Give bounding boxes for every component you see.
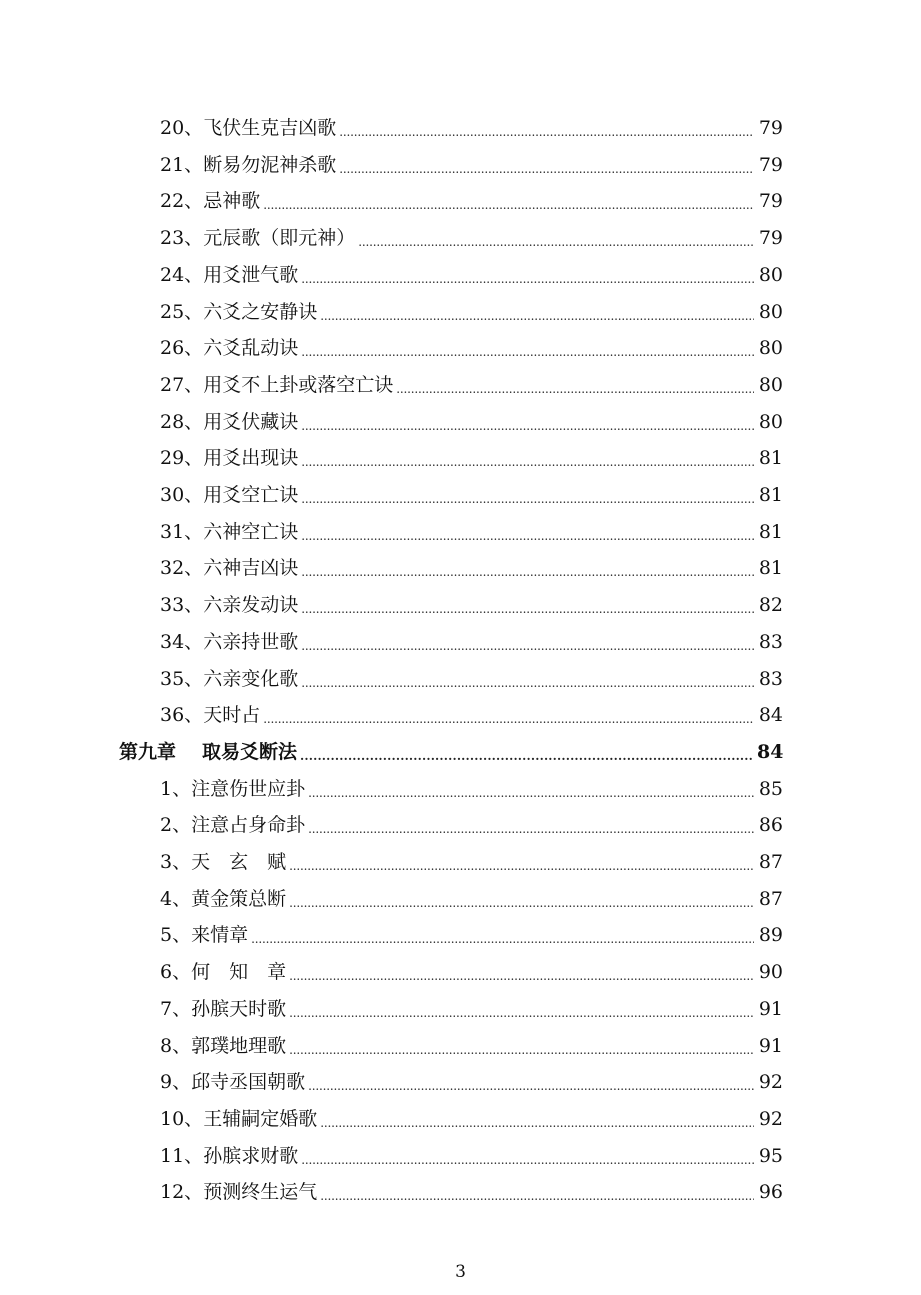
page-ref: 92 [758, 1107, 783, 1130]
entry-title: 天 玄 赋 [191, 851, 287, 873]
entry-title: 六亲变化歌 [203, 667, 299, 690]
entry-number: 10、 [160, 1107, 204, 1130]
entry-title: 孙膑求财歌 [203, 1144, 299, 1167]
toc-entry [160, 844, 783, 874]
toc-entry [160, 771, 783, 801]
dot-leader [301, 448, 754, 468]
dot-leader [301, 412, 754, 432]
entry-number: 28、 [160, 410, 204, 433]
entry-title: 黄金策总断 [191, 887, 287, 910]
entry-number: 11、 [160, 1144, 204, 1167]
dot-leader [300, 742, 754, 762]
entry-title: 忌神歌 [203, 190, 261, 213]
dot-leader [301, 522, 754, 542]
dot-leader [308, 815, 754, 835]
entry-title: 六神吉凶诀 [203, 557, 299, 580]
entry-number: 20、 [160, 117, 204, 139]
dot-leader [358, 228, 754, 248]
entry-title: 六爻乱动诀 [203, 337, 299, 360]
dot-leader [320, 1109, 754, 1129]
entry-title: 预测终生运气 [203, 1181, 318, 1204]
entry-number: 21、 [160, 153, 204, 176]
page-ref: 90 [758, 961, 783, 984]
entry-title: 王辅嗣定婚歌 [203, 1107, 318, 1130]
chapter-title: 取易爻断法 [202, 740, 298, 763]
entry-title: 用爻空亡诀 [203, 484, 299, 506]
toc-entry [160, 1028, 783, 1058]
page-ref: 84 [758, 704, 783, 727]
dot-leader [308, 1072, 754, 1092]
page-ref: 79 [758, 190, 783, 213]
dot-leader [263, 705, 754, 725]
entry-number: 4、 [160, 887, 192, 910]
page-ref: 92 [758, 1071, 783, 1094]
toc-entry [160, 697, 783, 727]
page-ref: 81 [758, 557, 783, 580]
toc-entry [160, 807, 783, 837]
page-ref: 81 [758, 520, 783, 543]
dot-leader [289, 962, 754, 982]
toc-entry [160, 183, 783, 213]
dot-leader [301, 338, 754, 358]
entry-number: 22、 [160, 190, 204, 213]
entry-title: 飞伏生克吉凶歌 [203, 117, 337, 139]
toc-entry [160, 294, 783, 324]
dot-leader [339, 118, 754, 138]
toc-entry [160, 1101, 783, 1131]
dot-leader [301, 669, 754, 689]
entry-number: 35、 [160, 667, 204, 690]
entry-number: 31、 [160, 520, 204, 543]
toc-entry [160, 587, 783, 617]
entry-title: 注意伤世应卦 [191, 777, 306, 800]
entry-title: 用爻伏藏诀 [203, 410, 299, 433]
entry-title: 六亲发动诀 [203, 594, 299, 617]
dot-leader [301, 632, 754, 652]
entry-number: 9、 [160, 1071, 192, 1094]
dot-leader [289, 999, 754, 1019]
entry-number: 23、 [160, 227, 204, 250]
entry-number: 25、 [160, 300, 204, 323]
toc-entry [160, 624, 783, 654]
entry-number: 1、 [160, 777, 192, 800]
chapter-number: 第九章 [119, 740, 177, 763]
entry-number: 32、 [160, 557, 204, 580]
entry-number: 24、 [160, 263, 204, 286]
dot-leader [320, 1182, 754, 1202]
dot-leader [251, 925, 754, 945]
entry-title: 天时占 [203, 704, 261, 727]
toc-entry [160, 330, 783, 360]
toc-entry [160, 1174, 783, 1204]
dot-leader [289, 889, 754, 909]
entry-title: 断易勿泥神杀歌 [203, 153, 337, 176]
entry-title: 六神空亡诀 [203, 520, 299, 543]
entry-number: 6、 [160, 961, 192, 984]
page-ref: 79 [758, 117, 783, 139]
entry-number: 5、 [160, 924, 192, 947]
entry-title: 郭璞地理歌 [191, 1034, 287, 1057]
page-ref: 84 [757, 740, 784, 763]
page-ref: 80 [758, 373, 783, 396]
entry-number: 26、 [160, 337, 204, 360]
toc-entry [160, 881, 783, 911]
toc-entry [160, 367, 783, 397]
page-ref: 79 [758, 227, 783, 250]
entry-title: 孙膑天时歌 [191, 997, 287, 1020]
dot-leader [339, 155, 754, 175]
page-ref: 81 [758, 484, 783, 506]
dot-leader [289, 1036, 754, 1056]
entry-title: 元辰歌（即元神） [203, 227, 356, 250]
page-ref: 96 [758, 1181, 783, 1204]
toc-entry [160, 1064, 783, 1094]
entry-title: 用爻不上卦或落空亡诀 [203, 373, 394, 396]
page-ref: 83 [758, 630, 783, 653]
dot-leader [263, 191, 754, 211]
toc-entry [160, 550, 783, 580]
dot-leader [301, 485, 754, 505]
toc-entry [160, 661, 783, 691]
entry-number: 30、 [160, 484, 204, 506]
toc-entry [160, 440, 783, 470]
toc-entry [160, 1138, 783, 1168]
toc-entry [160, 220, 783, 250]
dot-leader [301, 1146, 754, 1166]
page-ref: 95 [758, 1144, 783, 1167]
toc-entry [160, 257, 783, 287]
toc-entry [160, 477, 783, 507]
entry-number: 33、 [160, 594, 204, 617]
toc-entry [160, 917, 783, 947]
dot-leader [289, 852, 754, 872]
toc-entry [160, 514, 783, 544]
entry-number: 2、 [160, 814, 192, 837]
entry-number: 34、 [160, 630, 204, 653]
chapter-heading [119, 734, 783, 764]
page-ref: 82 [758, 594, 783, 617]
dot-leader [301, 595, 754, 615]
page-number: 3 [455, 1262, 466, 1282]
page-ref: 80 [758, 263, 783, 286]
toc-entry [160, 991, 783, 1021]
entry-title: 用爻出现诀 [203, 447, 299, 470]
entry-number: 3、 [160, 851, 192, 873]
entry-title: 来情章 [191, 924, 249, 947]
entry-title: 注意占身命卦 [191, 814, 306, 837]
entry-number: 36、 [160, 704, 204, 727]
toc-entry [160, 954, 783, 984]
toc-entry [160, 110, 783, 140]
dot-leader [396, 375, 754, 395]
page-ref: 81 [758, 447, 783, 470]
dot-leader [301, 558, 754, 578]
page-ref: 79 [758, 153, 783, 176]
page-ref: 89 [758, 924, 783, 947]
entry-number: 12、 [160, 1181, 204, 1204]
dot-leader [301, 265, 754, 285]
entry-number: 27、 [160, 373, 204, 396]
page-ref: 80 [758, 337, 783, 360]
entry-title: 邱寺丞国朝歌 [191, 1071, 306, 1094]
toc-entry [160, 404, 783, 434]
page-ref: 80 [758, 410, 783, 433]
page-ref: 91 [758, 997, 783, 1020]
toc-entry [160, 147, 783, 177]
entry-number: 8、 [160, 1034, 192, 1057]
entry-title: 用爻泄气歌 [203, 263, 299, 286]
page-ref: 85 [758, 777, 783, 800]
entry-title: 何 知 章 [191, 961, 287, 984]
dot-leader [320, 302, 754, 322]
page-ref: 87 [758, 887, 783, 910]
entry-number: 29、 [160, 447, 204, 470]
entry-title: 六爻之安静诀 [203, 300, 318, 323]
page-ref: 86 [758, 814, 783, 837]
entry-title: 六亲持世歌 [203, 630, 299, 653]
page-ref: 83 [758, 667, 783, 690]
entry-number: 7、 [160, 997, 192, 1020]
dot-leader [308, 779, 754, 799]
page-ref: 87 [758, 851, 783, 873]
page-ref: 80 [758, 300, 783, 323]
page-ref: 91 [758, 1034, 783, 1057]
